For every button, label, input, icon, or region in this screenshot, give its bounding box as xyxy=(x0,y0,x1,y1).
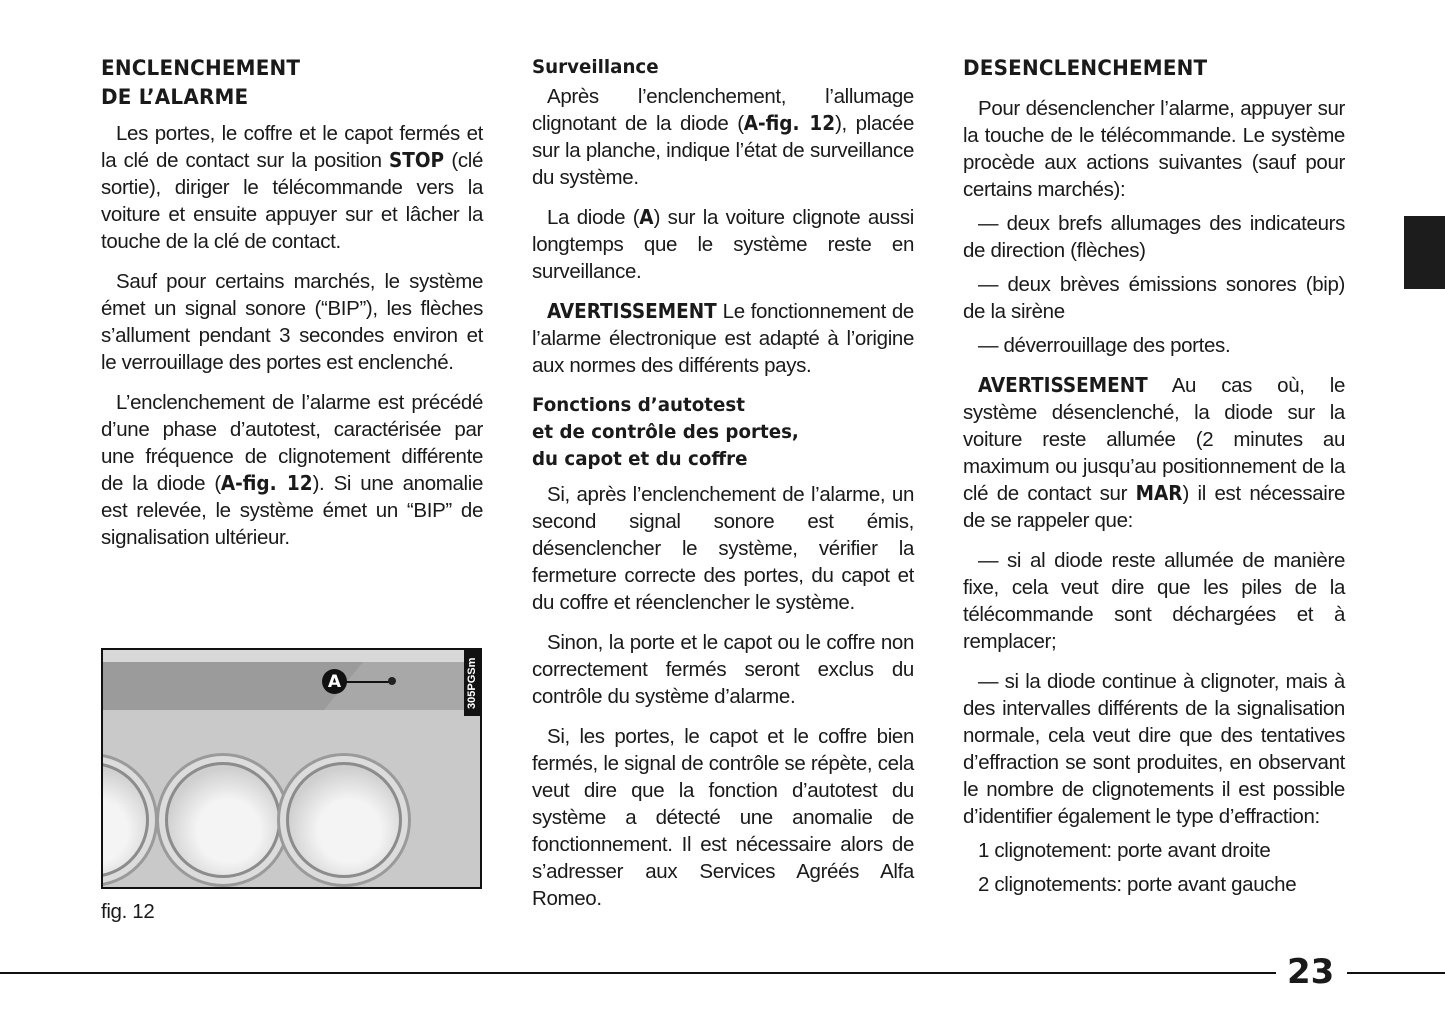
paragraph: Après l’enclenchement, l’allumage clignotant de la diode (A-fig. 12), placée sur la planche, indique l’état de surveillance du système. xyxy=(532,85,914,189)
air-vent xyxy=(286,762,402,878)
footer-rule xyxy=(1347,972,1445,974)
blink-item: 1 clignotement: porte avant droite xyxy=(978,839,1271,862)
paragraph: L’enclenchement de l’alarme est précédé d’une phase d’autotest, caractérisée par une fréquence de clignotement différente de la diode (A-fig. 12). Si une anomalie est relevée, le système émet un “BIP” de signalisation ultérieur. xyxy=(101,391,484,549)
paragraph: Si, les portes, le capot et le coffre bien fermés, le signal de contrôle se répète, cela veut dire que la fonction d’autotest du système a détecté une anomalie de fonctionnement. Il est nécessaire alors de s’adresser aux Services Agréés Alfa Romeo. xyxy=(532,725,914,910)
heading-desenclenchement: DESENCLENCHEMENT xyxy=(963,56,1208,80)
column-desenclenchement xyxy=(963,54,1345,905)
air-vent xyxy=(101,762,149,878)
diode-icon xyxy=(388,677,396,685)
heading-surveillance: Surveillance xyxy=(532,56,659,78)
column-surveillance xyxy=(532,54,914,925)
paragraph: Si, après l’enclenchement de l’alarme, un second signal sonore est émis, désenclencher le système, vérifier la fermeture correcte des portes, du capot et du coffre et réenclencher le système. xyxy=(532,483,914,614)
list-item: — deux brefs allumages des indicateurs de direction (flèches) xyxy=(963,212,1345,262)
paragraph: Les portes, le coffre et le capot fermés et la clé de contact sur la position STOP (clé sortie), diriger le télécommande vers la voiture et ensuite appuyer sur et lâcher la touche de la clé de contact. xyxy=(101,122,484,253)
heading-autotest: Fonctions d’autotest et de contrôle des portes, du capot et du coffre xyxy=(532,394,799,470)
section-thumb-tab xyxy=(1404,216,1445,289)
figure-dashboard-diode xyxy=(101,648,482,889)
paragraph: Pour désenclencher l’alarme, appuyer sur la touche de le télécommande. Le système procède aux actions suivantes (sauf pour certains marchés): xyxy=(963,97,1345,201)
condition-item: — si al diode reste allumée de manière fixe, cela veut dire que les piles de la télécommande sont déchargées et à remplacer; xyxy=(963,549,1345,653)
blink-item: 2 clignotements: porte avant gauche xyxy=(978,873,1297,896)
callout-a-icon: A xyxy=(322,669,347,694)
leader-line xyxy=(346,681,390,683)
paragraph: La diode (A) sur la voiture clignote aussi longtemps que le système reste en surveillance. xyxy=(532,205,914,283)
figure-caption: fig. 12 xyxy=(101,900,155,923)
list-item: — deux brèves émissions sonores (bip) de la sirène xyxy=(963,273,1345,323)
paragraph: Sinon, la porte et le capot ou le coffre non correctement fermés seront exclus du contrôle du système d’alarme. xyxy=(532,631,914,708)
air-vent xyxy=(165,762,281,878)
paragraph: Sauf pour certains marchés, le système émet un signal sonore (“BIP”), les flèches s’allument pendant 3 secondes environ et le verrouillage des portes est enclenché. xyxy=(101,270,483,374)
condition-item: — si la diode continue à clignoter, mais à des intervalles différents de la signalisation normale, cela veut dire que des tentatives d’effraction se sont produites, en observant le nombre de clignotements il est possible d’identifier également le type d’effraction: xyxy=(963,670,1345,828)
heading-enclenchement: ENCLENCHEMENT DE L’ALARME xyxy=(101,56,301,109)
footer-rule xyxy=(0,972,1276,974)
warning-paragraph: AVERTISSEMENT Au cas où, le système désenclenché, la diode sur la voiture reste allumée (2 minutes au maximum ou jusqu’au positionnement de la clé de contact sur MAR) il est nécessaire de se rappeler que: xyxy=(963,373,1346,532)
list-item: — déverrouillage des portes. xyxy=(978,334,1231,357)
warning-paragraph: AVERTISSEMENT Le fonctionnement de l’alarme électronique est adapté à l’origine aux normes des différents pays. xyxy=(532,299,914,377)
page-number: 23 xyxy=(1287,952,1335,992)
figure-code: 305PGSm xyxy=(464,650,480,716)
column-enclenchement xyxy=(101,54,483,564)
